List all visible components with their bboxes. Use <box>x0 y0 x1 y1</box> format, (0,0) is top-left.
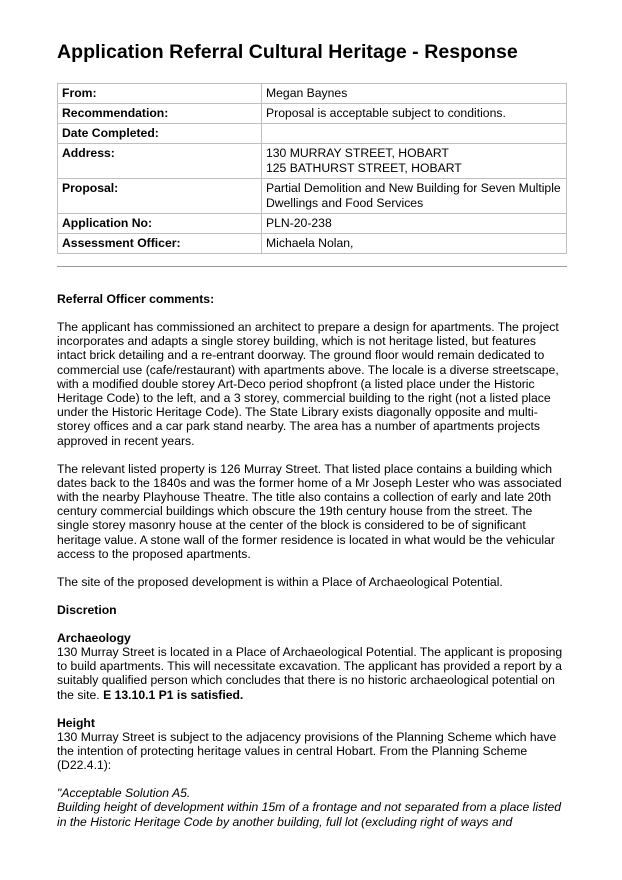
row-value-date-completed <box>262 124 567 144</box>
table-row <box>58 144 567 179</box>
row-label-address: Address: <box>58 144 262 179</box>
comments-heading: Referral Officer comments: <box>57 292 215 306</box>
row-label-recommendation: Recommendation: <box>58 104 262 124</box>
row-value-assessment-officer: Michaela Nolan, <box>262 234 567 254</box>
address-line-2: 125 BATHURST STREET, HOBART <box>266 161 462 175</box>
comments-paragraph-3: The site of the proposed development is within a Place of Archaeological Potential. <box>57 574 503 589</box>
section-divider <box>57 266 567 267</box>
archaeology-text: 130 Murray Street is located in a Place of Archaeological Potential. The applicant is proposing to build apartments. This will necessitate excavation. The applicant has provided a report by a suitably qualified person which concludes that there is no historic archaeological potential on the site. <box>57 645 563 702</box>
table-row <box>58 104 567 124</box>
archaeology-paragraph <box>57 645 567 702</box>
table-row <box>58 84 567 104</box>
row-label-from: From: <box>58 84 262 104</box>
table-row <box>58 124 567 144</box>
row-label-assessment-officer: Assessment Officer: <box>58 234 262 254</box>
table-row <box>58 234 567 254</box>
quote-title: "Acceptable Solution A5. <box>57 786 191 801</box>
comments-paragraph-2: The relevant listed property is 126 Murray Street. That listed place contains a building which dates back to the 1840s and was the former home of a Mr Joseph Lester who was associated with the nearby Playhouse Theatre. The title also contains a collection of early and late 20th century commercial buildings which obscure the 19th century house from the street. The single storey masonry house at the center of the block is considered to be of significant heritage value. A stone wall of the former residence is located in what would be the vehicular access to the proposed apartments. <box>57 461 562 561</box>
archaeology-heading: Archaeology <box>57 630 131 645</box>
comments-paragraph-1: The applicant has commissioned an architect to prepare a design for apartments. The project incorporates and adapts a single storey building, which is not heritage listed, but features intact brick detailing and a re-entrant doorway. The ground floor would remain dedicated to commercial use (cafe/restaurant) with apartments above. The locale is a diverse streetscape, with a modified double storey Art-Deco period shopfront (a listed place under the Historic Heritage Code) to the left, and a 3 storey, commercial building to the right (not a listed place under the Historic Heritage Code). The State Library exists diagonally opposite and multi-storey offices and a car park stand nearby. The area has a number of apartments projects approved in recent years. <box>57 320 559 448</box>
row-value-from: Megan Baynes <box>262 84 567 104</box>
row-label-proposal: Proposal: <box>58 179 262 214</box>
archaeology-conclusion: E 13.10.1 P1 is satisfied. <box>103 687 244 702</box>
row-value-address <box>262 144 567 179</box>
row-value-recommendation: Proposal is acceptable subject to conditions. <box>262 104 567 124</box>
table-row <box>58 214 567 234</box>
referral-comments <box>57 292 567 843</box>
address-line-1: 130 MURRAY STREET, HOBART <box>266 146 449 160</box>
row-value-application-no: PLN-20-238 <box>262 214 567 234</box>
height-paragraph: 130 Murray Street is subject to the adjacency provisions of the Planning Scheme which have the intention of protecting heritage values in central Hobart. From the Planning Scheme (D22.4.1): <box>57 729 557 773</box>
row-label-application-no: Application No: <box>58 214 262 234</box>
height-heading: Height <box>57 715 95 730</box>
row-value-proposal: Partial Demolition and New Building for Seven Multiple Dwellings and Food Services <box>262 179 567 214</box>
document-title: Application Referral Cultural Heritage - Response <box>57 41 518 63</box>
row-label-date-completed: Date Completed: <box>58 124 262 144</box>
info-table <box>57 83 567 254</box>
discretion-heading: Discretion <box>57 602 117 617</box>
quote-text: Building height of development within 15m of a frontage and not separated from a place listed in the Historic Heritage Code by another building, full lot (excluding right of ways and <box>57 800 562 829</box>
table-row <box>58 179 567 214</box>
